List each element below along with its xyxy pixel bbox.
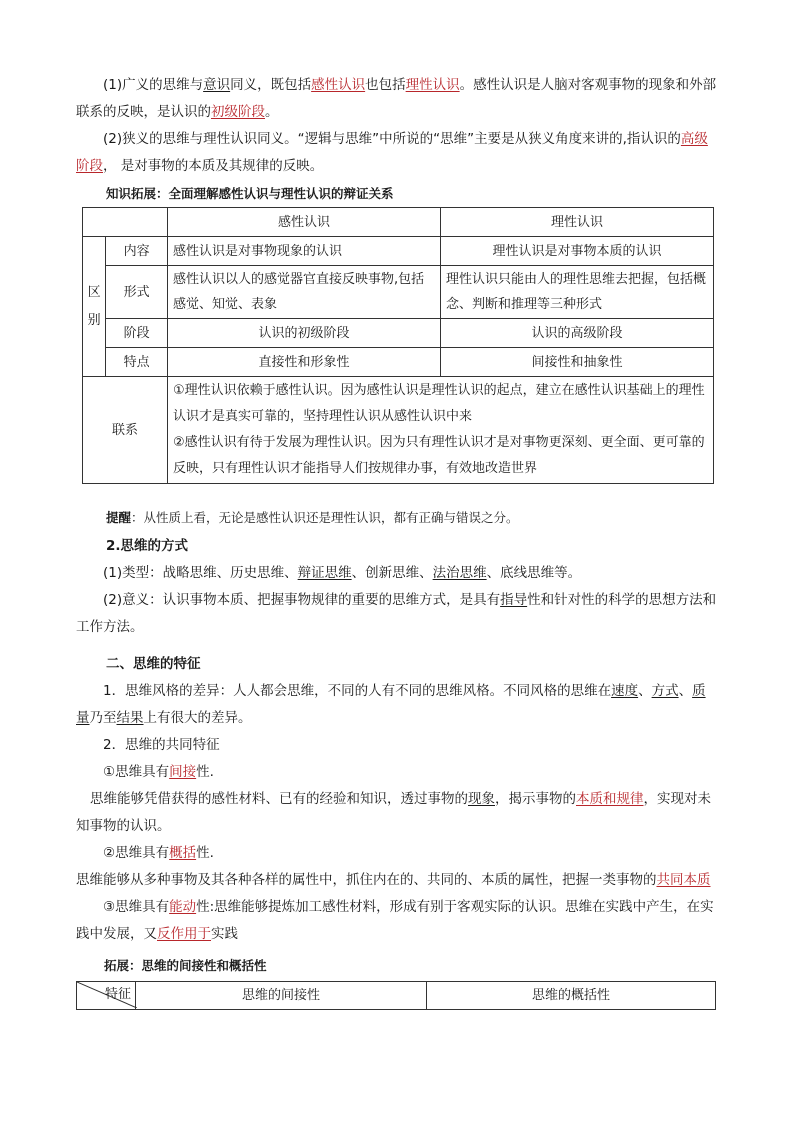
text: (2)狭义的思维与理性认识同义。“逻辑与思维”中所说的“思维”主要是从狭义角度来讲的,指认识的 <box>103 131 681 147</box>
table-cell: 认识的初级阶段 <box>168 319 441 348</box>
text: 实践 <box>211 926 238 942</box>
thinking-types <box>76 560 718 587</box>
text: 性和针对性的科学的思想方法和工作方法。 <box>76 592 717 635</box>
row-label: 内容 <box>106 237 168 266</box>
text: (2)意义：认识事物本质、把握事物规律的重要的思维方式，是具有 <box>103 592 501 608</box>
text: (1)类型：战略思维、历史思维、 <box>103 565 298 581</box>
keyword-advanced-stage: 高级阶段 <box>76 131 708 174</box>
reminder-label: 提醒 <box>106 510 132 525</box>
text-vertical: 区 别 <box>87 284 101 328</box>
table-cell: 间接性和抽象性 <box>441 348 714 377</box>
row-group-difference <box>83 237 106 377</box>
corner-label: 特征 <box>104 987 131 1002</box>
text: 思维能够凭借获得的感性材料、已有的经验和知识，透过事物的 <box>90 791 468 807</box>
text-underlined: 法治思维 <box>432 565 487 581</box>
row-label: 阶段 <box>106 319 168 348</box>
feature-general-text <box>76 867 718 894</box>
keyword-rational: 理性认识 <box>405 77 460 93</box>
text: 性. <box>196 764 214 780</box>
keyword-react-on: 反作用于 <box>157 926 211 942</box>
section-thinking-features: 二、思维的特征 <box>106 656 201 672</box>
section-thinking-methods: 2.思维的方式 <box>106 538 189 554</box>
text: 1．思维风格的差异：人人都会思维，不同的人有不同的思维风格。不同风格的思维在 <box>103 683 612 699</box>
reminder <box>76 504 718 531</box>
keyword-perceptual: 感性认识 <box>311 77 366 93</box>
text: ②思维具有 <box>103 845 170 861</box>
header-general: 思维的概括性 <box>427 982 716 1010</box>
text: ， 是对事物的本质及其规律的反映。 <box>103 158 324 174</box>
text-underlined: 速度 <box>611 683 639 699</box>
keyword-essence-laws: 本质和规律 <box>576 791 644 807</box>
common-features-heading: 2．思维的共同特征 <box>103 737 220 753</box>
text: (1)广义的思维与 <box>103 77 204 93</box>
text: 、 <box>638 683 652 699</box>
row-label: 特点 <box>106 348 168 377</box>
text-underlined: 指导 <box>500 592 528 608</box>
connection-point-1: ①理性认识依赖于感性认识。因为感性认识是理性认识的起点，建立在感性认识基础上的理性认识才是真实可靠的，坚持理性认识从感性认识中来 <box>173 383 705 424</box>
text: 同义，既包括 <box>230 77 312 93</box>
table-cell: 感性认识以人的感觉器官直接反映事物,包括感觉、知觉、表象 <box>168 266 441 319</box>
row-label-connection: 联系 <box>83 377 168 484</box>
keyword-active: 能动 <box>169 899 197 915</box>
feature-table-corner <box>77 982 136 1010</box>
text: 上有很大的差异。 <box>143 710 252 726</box>
text: 乃至 <box>89 710 117 726</box>
text: 拓展：思维的间接性和概括性 <box>104 958 267 973</box>
table-cell: 理性认识是对事物本质的认识 <box>441 237 714 266</box>
header-perceptual: 感性认识 <box>168 208 441 237</box>
connection-cell <box>168 377 714 484</box>
text-underlined: 方式 <box>651 683 679 699</box>
keyword-common-essence: 共同本质 <box>656 872 711 888</box>
keyword-primary-stage: 初级阶段 <box>211 104 265 120</box>
text-underlined: 辩证思维 <box>297 565 352 581</box>
text: 、创新思维、 <box>351 565 433 581</box>
text: ，揭示事物的 <box>495 791 576 807</box>
text: ，实现对未知事物的认识。 <box>76 791 711 834</box>
text: ①思维具有 <box>103 764 170 780</box>
table-corner <box>83 208 168 237</box>
text: 、 <box>678 683 693 699</box>
extension-heading <box>76 180 718 207</box>
thinking-meaning <box>76 587 718 641</box>
text: 思维能够从多种事物及其各种各样的属性中，抓住内在的、共同的、本质的属性，把握一类事物的 <box>76 872 657 888</box>
document-page <box>76 70 718 1010</box>
table-cell: 认识的高级阶段 <box>441 319 714 348</box>
text: 性:思维能够提炼加工感性材料，形成有别于客观实际的认识。思维在实践中产生，在实践中发展，又 <box>76 899 714 942</box>
feature-active <box>76 894 718 948</box>
paragraph-narrow-thinking <box>76 126 718 180</box>
text: 。 <box>265 104 279 120</box>
feature-general <box>76 840 718 867</box>
extension-heading-2 <box>76 952 718 979</box>
table-cell: 感性认识是对事物现象的认识 <box>168 237 441 266</box>
text: 。感性认识是人脑对客观事物的现象和外部联系的反映，是认识的 <box>76 77 717 120</box>
text: 性. <box>196 845 214 861</box>
keyword-general: 概括 <box>169 845 197 861</box>
text: 知识拓展：全面理解感性认识与理性认识的辩证关系 <box>106 186 394 201</box>
reminder-text: ：从性质上看，无论是感性认识还是理性认识，都有正确与错误之分。 <box>131 510 519 525</box>
paragraph-broad-thinking <box>76 72 718 126</box>
text-underlined: 意识 <box>203 77 231 93</box>
feature-indirect <box>76 759 718 786</box>
row-label: 形式 <box>106 266 168 319</box>
keyword-indirect: 间接 <box>169 764 197 780</box>
table-cell: 理性认识只能由人的理性思维去把握，包括概念、判断和推理等三种形式 <box>441 266 714 319</box>
table-cell: 直接性和形象性 <box>168 348 441 377</box>
text-underlined: 现象 <box>468 791 495 807</box>
feature-style-difference <box>76 678 718 732</box>
text-underlined: 质量 <box>76 683 706 726</box>
header-rational: 理性认识 <box>441 208 714 237</box>
feature-indirect-text <box>76 786 718 840</box>
text: 、底线思维等。 <box>486 565 582 581</box>
text-underlined: 结果 <box>116 710 144 726</box>
header-indirect: 思维的间接性 <box>136 982 427 1010</box>
connection-point-2: ②感性认识有待于发展为理性认识。因为只有理性认识才是对事物更深刻、更全面、更可靠的反映，只有理性认识才能指导人们按规律办事，有效地改造世界 <box>173 435 705 476</box>
text: ③思维具有 <box>103 899 170 915</box>
feature-table <box>76 981 716 1010</box>
comparison-table <box>82 207 714 484</box>
text: 也包括 <box>365 77 406 93</box>
